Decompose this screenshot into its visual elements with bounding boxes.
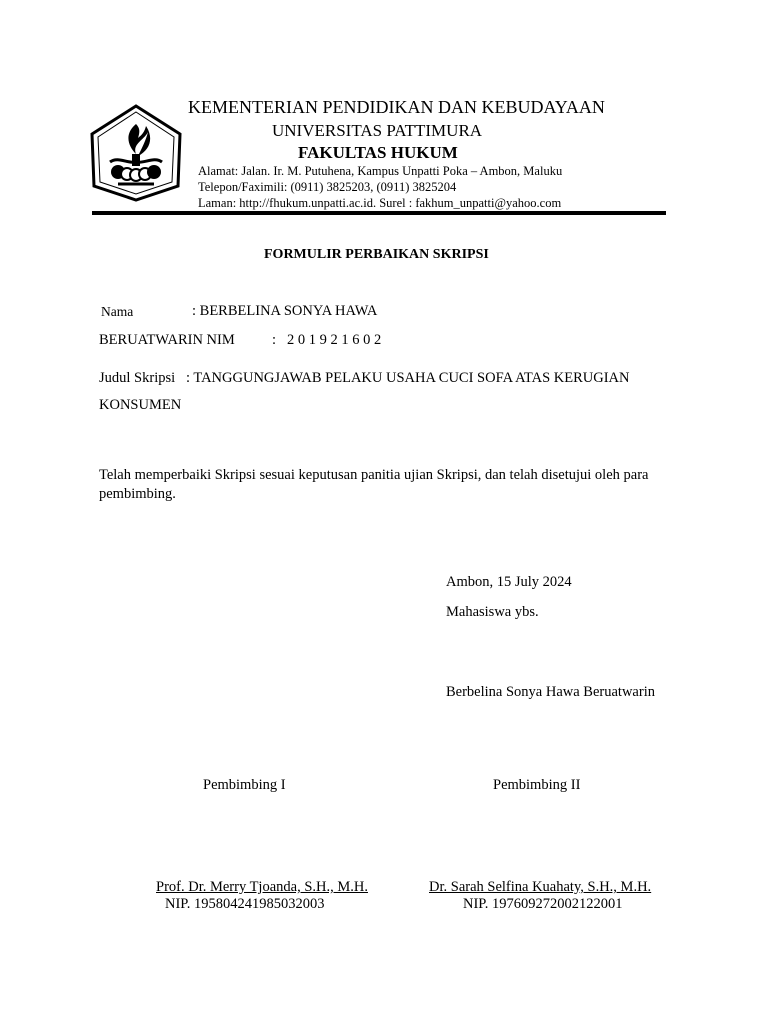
faculty-name: FAKULTAS HUKUM: [298, 143, 458, 162]
nim-value: 2 0 1 9 2 1 6 0 2: [287, 332, 382, 348]
ministry-name: KEMENTERIAN PENDIDIKAN DAN KEBUDAYAAN: [188, 97, 605, 117]
university-name: UNIVERSITAS PATTIMURA: [272, 121, 483, 140]
advisor-1-name: Prof. Dr. Merry Tjoanda, S.H., M.H.: [156, 879, 368, 895]
advisor-1-nip: NIP. 195804241985032003: [165, 896, 325, 912]
statement-paragraph: Telah memperbaiki Skripsi sesuai keputusan panitia ujian Skripsi, dan telah disetujui oleh para pembimbing.: [99, 467, 649, 502]
student-role: Mahasiswa ybs.: [446, 604, 539, 620]
student-name: Berbelina Sonya Hawa Beruatwarin: [446, 684, 655, 700]
judul-value-continued: KONSUMEN: [99, 397, 182, 413]
nim-label: BERUATWARIN NIM: [99, 332, 235, 348]
place-date: Ambon, 15 July 2024: [446, 574, 572, 590]
university-logo: [88, 104, 184, 202]
nama-label: Nama: [101, 304, 134, 319]
address-line: Alamat: Jalan. Ir. M. Putuhena, Kampus Unpatti Poka – Ambon, Maluku: [198, 164, 563, 178]
judul-label: Judul Skripsi: [99, 370, 176, 386]
advisor-2-nip: NIP. 197609272002122001: [463, 896, 623, 912]
advisor-2-name: Dr. Sarah Selfina Kuahaty, S.H., M.H.: [429, 879, 652, 895]
letterhead-divider: [92, 211, 666, 215]
web-line: Laman: http://fhukum.unpatti.ac.id. Surel : fakhum_unpatti@yahoo.com: [198, 196, 562, 210]
nama-value: : BERBELINA SONYA HAWA: [192, 303, 378, 319]
advisor-1-title: Pembimbing I: [203, 777, 286, 793]
phone-line: Telepon/Faximili: (0911) 3825203, (0911) 3825204: [198, 180, 457, 194]
nim-colon: :: [272, 332, 277, 348]
judul-value: : TANGGUNGJAWAB PELAKU USAHA CUCI SOFA ATAS KERUGIAN: [186, 370, 630, 386]
advisor-2-title: Pembimbing II: [493, 777, 581, 793]
form-title: FORMULIR PERBAIKAN SKRIPSI: [264, 247, 489, 262]
